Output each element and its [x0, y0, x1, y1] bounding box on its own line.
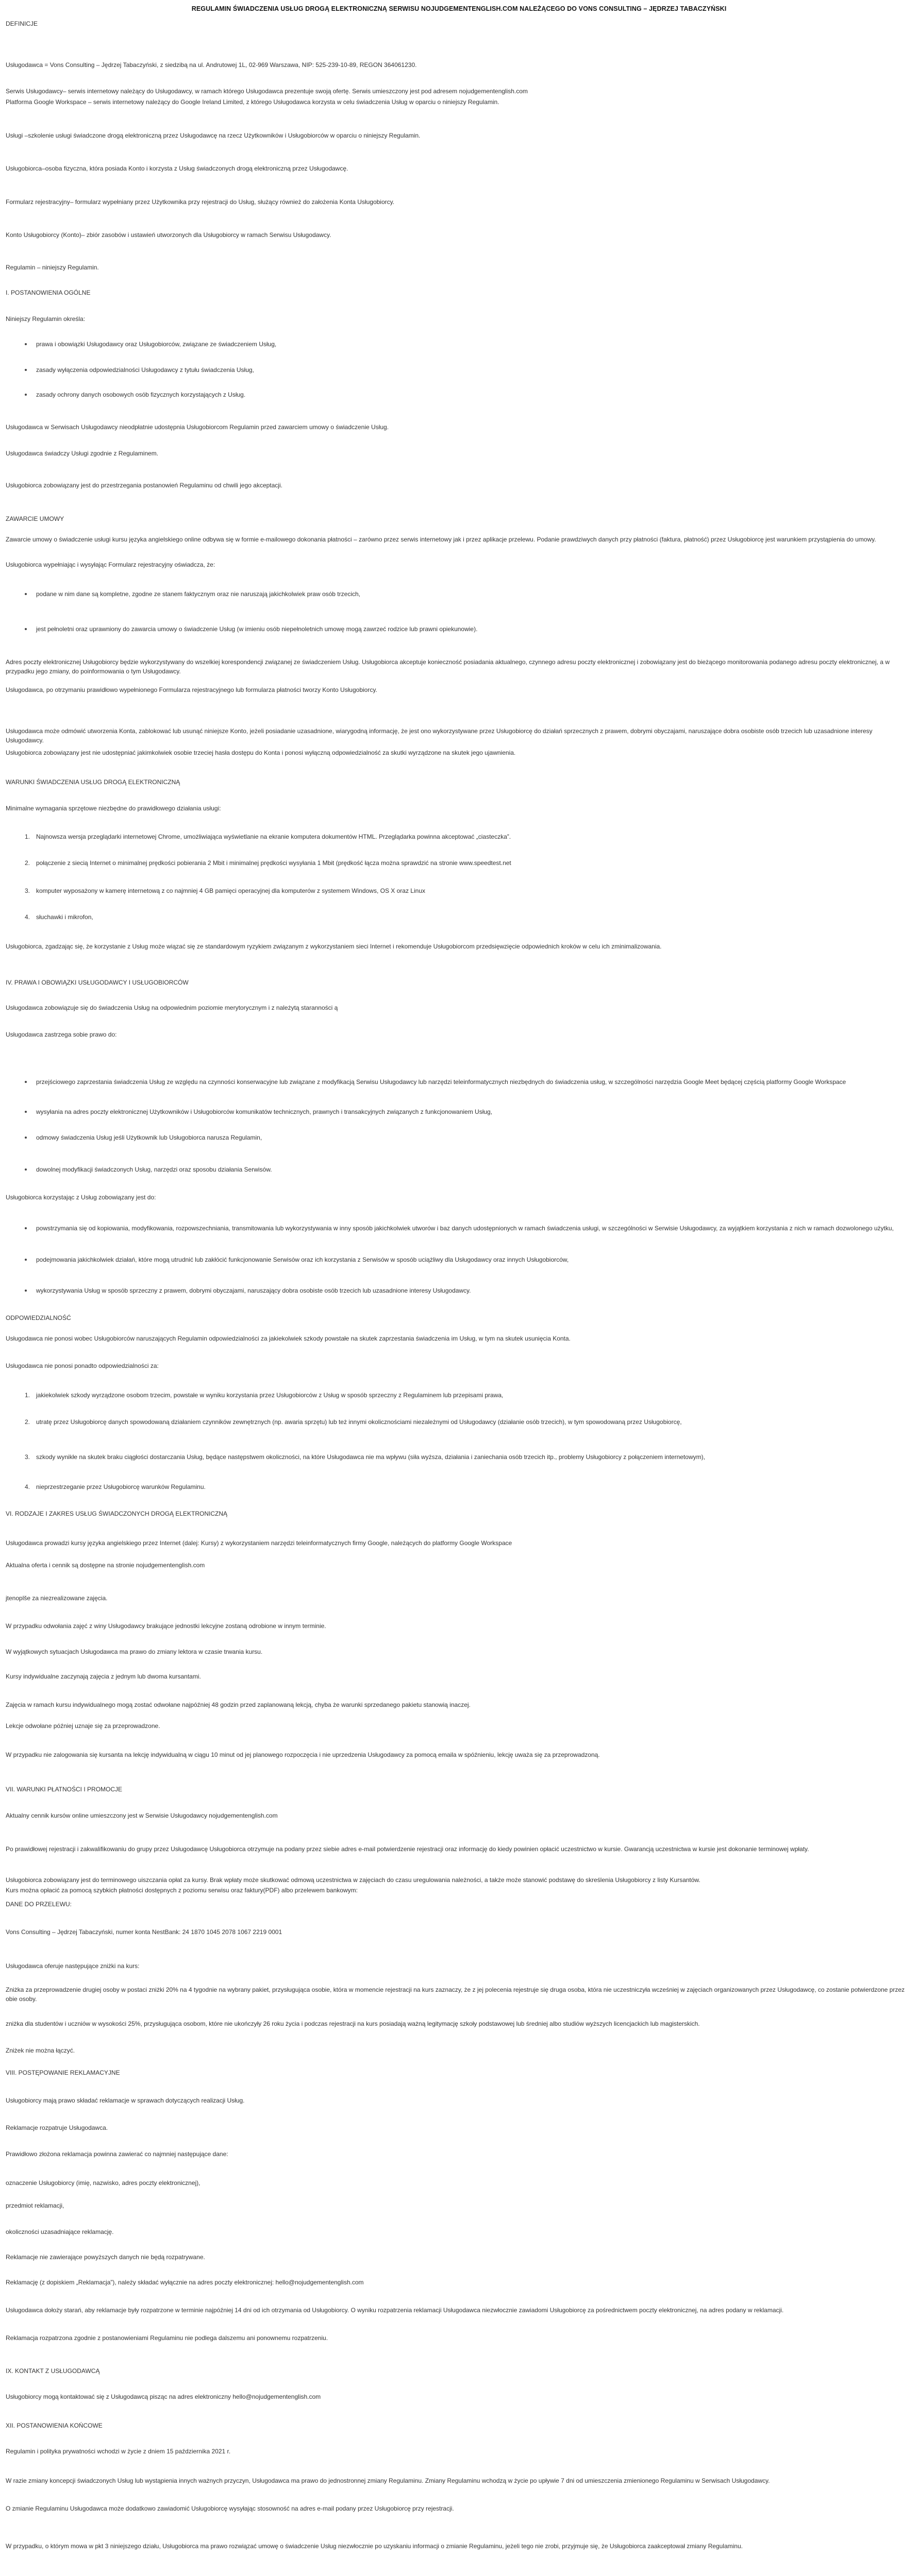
- paragraph: Usługodawca świadczy Usługi zgodnie z Regulaminem.: [6, 450, 159, 457]
- paragraph: Kurs można opłacić za pomocą szybkich płatności dostępnych z poziomu serwisu oraz faktury(PDF) albo przelewem bankowym:: [6, 1887, 358, 1894]
- list-item: przejściowego zaprzestania świadczenia Usług ze względu na czynności konserwacyjne lub związane z modyfikacją Serwisu Usługodawcy lub narzędzi teleinformatycznych niezbędnych do świadczenia usług, w szczególności narzędzia Google Meet będącej częścią platformy Google Workspace: [36, 1078, 846, 1086]
- paragraph: Usługodawca w Serwisach Usługodawcy nieodpłatnie udostępnia Usługobiorcom Regulamin przed zawarciem umowy o świadczenie Usług.: [6, 423, 389, 431]
- paragraph: Reklamacje nie zawierające powyższych danych nie będą rozpatrywane.: [6, 2253, 205, 2261]
- paragraph: Regulamin i polityka prywatności wchodzi w życie z dniem 15 października 2021 r.: [6, 2448, 231, 2455]
- bullet-icon: [25, 343, 27, 345]
- paragraph: Kursy indywidualne zaczynają zajęcia z jednym lub dwoma kursantami.: [6, 1673, 201, 1680]
- paragraph: W przypadku nie zalogowania się kursanta na lekcję indywidualną w ciągu 10 minut od jej planowego rozpoczęcia i nie uprzedzenia Usługodawcy za pomocą emaila w spóźnieniu, lekcję uważa się za przeprowadzoną.: [6, 1751, 600, 1758]
- list-item: jest pełnoletni oraz uprawniony do zawarcia umowy o świadczenie Usług (w imieniu osób niepełnoletnich umowę mogą zawrzeć rodzice lub prawni opiekunowie).: [36, 625, 478, 633]
- paragraph: Platforma Google Workspace – serwis internetowy należący do Google Ireland Limited, z którego Usługodawca korzysta w celu świadczenia Usług w oparciu o niniejszy Regulamin.: [6, 98, 499, 106]
- paragraph: VIII. POSTĘPOWANIE REKLAMACYJNE: [6, 2069, 120, 2076]
- bullet-icon: [25, 394, 27, 396]
- numbered-item: połączenie z siecią Internet o minimalnej prędkości pobierania 2 Mbit i minimalnej prędkości wysyłania 1 Mbit (prędkość łącza można sprawdzić na stronie www.speedtest.net: [36, 859, 511, 867]
- paragraph: I. POSTANOWIENIA OGÓLNE: [6, 289, 91, 296]
- paragraph: Usługobiorca zobowiązany jest nie udostępniać jakimkolwiek osobie trzeciej hasła dostępu do Konta i ponosi wyłączną odpowiedzialność za skutki wyrządzone na skutek jego ujawnienia.: [6, 749, 516, 756]
- paragraph: przedmiot reklamacji,: [6, 2202, 64, 2209]
- paragraph: Usługobiorca wypełniając i wysyłając Formularz rejestracyjny oświadcza, że:: [6, 561, 215, 568]
- paragraph: XII. POSTANOWIENIA KOŃCOWE: [6, 2422, 103, 2429]
- paragraph: Aktualny cennik kursów online umieszczony jest w Serwisie Usługodawcy nojudgementenglish.com: [6, 1812, 278, 1819]
- list-item: wysyłania na adres poczty elektronicznej Użytkowników i Usługobiorców komunikatów technicznych, prawnych i transakcyjnych związanych z funkcjonowaniem Usług,: [36, 1108, 493, 1115]
- paragraph: W razie zmiany koncepcji świadczonych Usług lub wystąpienia innych ważnych przyczyn, Usługodawca ma prawo do jednostronnej zmiany Regulaminu. Zmiany Regulaminu wchodzą w życie po upływie 7 dni od umieszczenia zmienionego Regulaminu w Serwisach Usługodawcy.: [6, 2477, 770, 2484]
- paragraph: W wyjątkowych sytuacjach Usługodawca ma prawo do zmiany lektora w czasie trwania kursu.: [6, 1648, 263, 1655]
- paragraph: Lekcje odwołane później uznaje się za przeprowadzone.: [6, 1722, 160, 1730]
- paragraph: Reklamacja rozpatrzona zgodnie z postanowieniami Regulaminu nie podlega dalszemu ani ponownemu rozpatrzeniu.: [6, 2334, 328, 2342]
- paragraph: jtenoplše za niezrealizowane zajęcia.: [6, 1595, 108, 1602]
- bullet-icon: [25, 593, 27, 595]
- paragraph: Usługodawca oferuje następujące zniżki na kurs:: [6, 1962, 140, 1970]
- paragraph: Usługodawca, po otrzymaniu prawidłowo wypełnionego Formularza rejestracyjnego lub formularza płatności tworzy Konto Usługobiorcy.: [6, 686, 377, 693]
- document-title: REGULAMIN ŚWIADCZENIA USŁUG DROGĄ ELEKTRONICZNĄ SERWISU NOJUDGEMENTENGLISH.COM NALEŻĄCEGO DO VONS CONSULTING – JĘDRZEJ TABACZYŃSKI: [191, 5, 727, 12]
- paragraph: Usługobiorca zobowiązany jest do terminowego uiszczania opłat za kursy. Brak wpłaty może skutkować odmową uczestnictwa w zajęciach do czasu uregulowania należności, a także może stanowić podstawę do skreślenia Usługobiorcy z listy Kursantów.: [6, 1876, 700, 1884]
- numbered-item: komputer wyposażony w kamerę internetową z co najmniej 4 GB pamięci operacyjnej dla komputerów z systemem Windows, OS X oraz Linux: [36, 887, 425, 894]
- paragraph: Usługobiorca zobowiązany jest do przestrzegania postanowień Regulaminu od chwili jego akceptacji.: [6, 482, 282, 489]
- bullet-icon: [25, 1168, 27, 1171]
- paragraph: Usługodawca dołoży starań, aby reklamacje były rozpatrzone w terminie najpóźniej 14 dni od ich otrzymania od Usługobiorcy. O wyniku rozpatrzenia reklamacji Usługodawca niezwłocznie zawiadomi Usługobiorcę za pośrednictwem poczty elektronicznej, na adres podany w reklamacji.: [6, 2307, 784, 2314]
- paragraph: Reklamację (z dopiskiem „Reklamacja”), należy składać wyłącznie na adres poczty elektronicznej: hello@nojudgementenglish.com: [6, 2279, 364, 2286]
- list-item: odmowy świadczenia Usług jeśli Użytkownik lub Usługobiorca narusza Regulamin,: [36, 1134, 262, 1141]
- paragraph: Zawarcie umowy o świadczenie usługi kursu języka angielskiego online odbywa się w formie e-mailowego dokonania płatności – zarówno przez serwis internetowy jak i przez aplikacje przelewu. Podanie prawdziwych danych przy płatności (faktura, płatność) przez Usługobiorcę jest warunkiem przystąpienia do umowy.: [6, 536, 876, 543]
- list-number: 4.: [25, 913, 30, 921]
- paragraph: Usługodawca nie ponosi ponadto odpowiedzialności za:: [6, 1362, 159, 1369]
- paragraph: Aktualna oferta i cennik są dostępne na stronie nojudgementenglish.com: [6, 1562, 205, 1569]
- paragraph: O zmianie Regulaminu Usługodawca może dodatkowo zawiadomić Usługobiorcę wysyłając stosowność na adres e-mail podany przez Usługobiorcę przy rejestracji.: [6, 2505, 454, 2512]
- bullet-icon: [25, 1290, 27, 1292]
- paragraph: Usługi –szkolenie usługi świadczone drogą elektroniczną przez Usługodawcę na rzecz Użytkowników i Usługobiorców w oparciu o niniejszy Regulamin.: [6, 132, 421, 139]
- paragraph: Usługobiorca–osoba fizyczna, która posiada Konto i korzysta z Usług świadczonych drogą elektroniczną przez Usługodawcę.: [6, 165, 348, 172]
- paragraph: Regulamin – niniejszy Regulamin.: [6, 264, 99, 271]
- list-item: podejmowania jakichkolwiek działań, które mogą utrudnić lub zakłócić funkcjonowanie Serwisów oraz ich korzystania z Serwisów w sposób uciążliwy dla Usługodawcy oraz innych Usługobiorców,: [36, 1256, 569, 1263]
- paragraph: IV. PRAWA I OBOWIĄZKI USŁUGODAWCY I USŁUGOBIORCÓW: [6, 979, 189, 986]
- paragraph: Konto Usługobiorcy (Konto)– zbiór zasobów i ustawień utworzonych dla Usługobiorcy w ramach Serwisu Usługodawcy.: [6, 231, 331, 239]
- paragraph: Usługobiorca korzystając z Usług zobowiązany jest do:: [6, 1194, 156, 1201]
- list-number: 1.: [25, 1392, 30, 1399]
- bullet-icon: [25, 1227, 27, 1229]
- paragraph: Usługodawca = Vons Consulting – Jędrzej Tabaczyński, z siedzibą na ul. Andrutowej 1L, 02-969 Warszawa, NIP: 525-239-10-89, REGON 364061230.: [6, 61, 417, 69]
- numbered-item: nieprzestrzeganie przez Usługobiorcę warunków Regulaminu.: [36, 1483, 206, 1490]
- paragraph: Usługodawca może odmówić utworzenia Konta, zablokować lub usunąć niniejsze Konto, jeżeli posiadanie uzasadnione, wiarygodną informację, że jest ono wykorzystywane przez Usługobiorcę do działań sprzecznych z prawem, dobrymi obyczajami, naruszające dobra osobiste osób trzecich lub uzasadnione interesy Usługodawcy.: [6, 727, 873, 744]
- list-item: zasady wyłączenia odpowiedzialności Usługodawcy z tytułu świadczenia Usług,: [36, 366, 254, 374]
- numbered-item: słuchawki i mikrofon,: [36, 913, 93, 921]
- paragraph: Zniżka za przeprowadzenie drugiej osoby w postaci zniżki 20% na 4 tygodnie na wybrany pakiet, przysługująca osobie, która w momencie rejestracji na kurs zaznaczy, że z jej polecenia rejestruje się druga osoba, która nie uczestniczyła wcześniej w zajęciach organizowanych przez Usługodawcę, co zostanie potwierdzone przez obie osoby.: [6, 1986, 905, 2003]
- paragraph: W przypadku odwołania zajęć z winy Usługodawcy brakujące jednostki lekcyjne zostaną odrobione w innym terminie.: [6, 1622, 326, 1630]
- paragraph: Usługobiorca, zgadzając się, że korzystanie z Usług może wiązać się ze standardowym ryzykiem związanym z wykorzystaniem sieci Internet i rekomenduje Usługobiorcom przedsięwzięcie odpowiednich kroków w celu ich zminimalizowania.: [6, 943, 662, 950]
- paragraph: Prawidłowo złożona reklamacja powinna zawierać co najmniej następujące dane:: [6, 2150, 228, 2158]
- list-number: 3.: [25, 887, 30, 894]
- paragraph: VI. RODZAJE I ZAKRES USŁUG ŚWIADCZONYCH DROGĄ ELEKTRONICZNĄ: [6, 1510, 228, 1517]
- paragraph: W przypadku, o którym mowa w pkt 3 niniejszego działu, Usługobiorca ma prawo rozwiązać umowę o świadczenie Usług niezwłocznie po uzyskaniu informacji o zmianie Regulaminu, jeżeli tego nie zrobi, przyjmuje się, że Usługobiorca zaakceptował zmiany Regulaminu.: [6, 2543, 743, 2550]
- list-number: 2.: [25, 859, 30, 867]
- paragraph: ZAWARCIE UMOWY: [6, 515, 64, 522]
- paragraph: okoliczności uzasadniające reklamację.: [6, 2228, 114, 2235]
- paragraph: Zniżek nie można łączyć.: [6, 2047, 75, 2054]
- paragraph: zniżka dla studentów i uczniów w wysokości 25%, przysługująca osobom, które nie ukończyły 26 roku życia i podczas rejestracji na kurs posiadają ważną legitymację szkoły podstawowej lub średniej albo studiów wyższych licencjackich lub magisterskich.: [6, 2020, 700, 2027]
- list-number: 2.: [25, 1418, 30, 1426]
- paragraph: WARUNKI ŚWIADCZENIA USŁUG DROGĄ ELEKTRONICZNĄ: [6, 778, 180, 786]
- list-number: 4.: [25, 1483, 30, 1490]
- paragraph: oznaczenie Usługobiorcy (imię, nazwisko, adres poczty elektronicznej),: [6, 2179, 201, 2187]
- list-item: dowolnej modyfikacji świadczonych Usług, narzędzi oraz sposobu działania Serwisów.: [36, 1166, 272, 1173]
- bullet-icon: [25, 1081, 27, 1083]
- list-number: 3.: [25, 1453, 30, 1461]
- paragraph: Serwis Usługodawcy– serwis internetowy należący do Usługodawcy, w ramach którego Usługodawca prezentuje swoją ofertę. Serwis umieszczony jest pod adresem nojudgementenglish.com: [6, 88, 528, 95]
- paragraph: Usługobiorcy mają prawo składać reklamacje w sprawach dotyczących realizacji Usług.: [6, 2097, 245, 2104]
- paragraph: Formularz rejestracyjny– formularz wypełniany przez Użytkownika przy rejestracji do Usług, służący również do założenia Konta Usługobiorcy.: [6, 198, 395, 206]
- bullet-icon: [25, 1137, 27, 1139]
- numbered-item: szkody wynikłe na skutek braku ciągłości dostarczania Usług, będące następstwem okoliczności, na które Usługodawca nie ma wpływu (siła wyższa, działania i zaniechania osób trzecich itp., problemy Usługobiorcy z połączeniem internetowym),: [36, 1453, 705, 1461]
- paragraph: DEFINICJE: [6, 20, 38, 27]
- numbered-item: Najnowsza wersja przeglądarki internetowej Chrome, umożliwiająca wyświetlanie na ekranie komputera dokumentów HTML. Przeglądarka powinna akceptować „ciasteczka”.: [36, 833, 511, 840]
- bullet-icon: [25, 1259, 27, 1261]
- paragraph: Reklamacje rozpatruje Usługodawca.: [6, 2124, 108, 2131]
- bullet-icon: [25, 369, 27, 371]
- paragraph: DANE DO PRZELEWU:: [6, 1901, 72, 1908]
- list-item: powstrzymania się od kopiowania, modyfikowania, rozpowszechniania, transmitowania lub wykorzystywania w inny sposób jakichkolwiek utworów i baz danych udostępnionych w ramach świadczenia usługi, w szczególności w Serwisie Usługodawcy, za wyjątkiem korzystania z nich w ramach dozwolonego użytku,: [36, 1225, 894, 1232]
- paragraph: Usługodawca zobowiązuje się do świadczenia Usług na odpowiednim poziomie merytorycznym i z należytą staranności ą: [6, 1004, 338, 1011]
- paragraph: Minimalne wymagania sprzętowe niezbędne do prawidłowego działania usługi:: [6, 805, 221, 812]
- paragraph: ODPOWIEDZIALNOŚĆ: [6, 1314, 71, 1321]
- paragraph: Usługobiorcy mogą kontaktować się z Usługodawcą pisząc na adres elektroniczny hello@nojudgementenglish.com: [6, 2393, 321, 2400]
- list-number: 1.: [25, 833, 30, 840]
- bullet-icon: [25, 628, 27, 630]
- paragraph: Usługodawca prowadzi kursy języka angielskiego przez Internet (dalej: Kursy) z wykorzystaniem narzędzi teleinformatycznych firmy Google, należących do platformy Google Workspace: [6, 1539, 512, 1547]
- list-item: zasady ochrony danych osobowych osób fizycznych korzystających z Usług.: [36, 391, 246, 398]
- list-item: prawa i obowiązki Usługodawcy oraz Usługobiorców, związane ze świadczeniem Usług,: [36, 341, 277, 348]
- numbered-item: utratę przez Usługobiorcę danych spowodowaną działaniem czynników zewnętrznych (np. awaria sprzętu) lub też innymi okolicznościami niezależnymi od Usługodawcy (działanie osób trzecich), w tym spowodowaną przez Usługobiorcę,: [36, 1418, 682, 1426]
- paragraph: Usługodawca zastrzega sobie prawo do:: [6, 1031, 117, 1038]
- paragraph: IX. KONTAKT Z USŁUGODAWCĄ: [6, 2367, 100, 2375]
- paragraph: VII. WARUNKI PŁATNOŚCI I PROMOCJE: [6, 1786, 123, 1793]
- paragraph: Vons Consulting – Jędrzej Tabaczyński, numer konta NestBank: 24 1870 1045 2078 1067 2219 0001: [6, 1928, 282, 1936]
- paragraph: Po prawidłowej rejestracji i zakwalifikowaniu do grupy przez Usługodawcę Usługobiorca otrzymuje na podany przez siebie adres e-mail potwierdzenie rejestracji oraz informację do kiedy powinien opłacić uczestnictwo w kursie. Gwarancją uczestnictwa w kursie jest dokonanie terminowej wpłaty.: [6, 1845, 809, 1853]
- list-item: wykorzystywania Usług w sposób sprzeczny z prawem, dobrymi obyczajami, naruszający dobra osobiste osób trzecich lub uzasadnione interesy Usługodawcy.: [36, 1287, 471, 1294]
- list-item: podane w nim dane są kompletne, zgodne ze stanem faktycznym oraz nie naruszają jakichkolwiek praw osób trzecich,: [36, 590, 360, 598]
- paragraph: Niniejszy Regulamin określa:: [6, 315, 86, 323]
- paragraph: Adres poczty elektronicznej Usługobiorcy będzie wykorzystywany do wszelkiej korespondencji związanej ze świadczeniem Usług. Usługobiorca akceptuje konieczność posiadania aktualnego, czynnego adresu poczty elektronicznej i zobowiązany jest do bieżącego monitorowania podanego adresu poczty elektronicznej, a w przypadku jego zmiany, do poinformowania o tym Usługodawcy.: [6, 658, 890, 675]
- bullet-icon: [25, 1111, 27, 1113]
- numbered-item: jakiekolwiek szkody wyrządzone osobom trzecim, powstałe w wyniku korzystania przez Usługobiorców z Usług w sposób sprzeczny z Regulaminem lub przepisami prawa,: [36, 1392, 504, 1399]
- paragraph: Zajęcia w ramach kursu indywidualnego mogą zostać odwołane najpóźniej 48 godzin przed zaplanowaną lekcją, chyba że warunki sprzedanego pakietu stanowią inaczej.: [6, 1701, 471, 1708]
- paragraph: Usługodawca nie ponosi wobec Usługobiorców naruszających Regulamin odpowiedzialności za jakiekolwiek szkody powstałe na skutek zaprzestania świadczenia im Usług, w tym na skutek usunięcia Konta.: [6, 1335, 571, 1342]
